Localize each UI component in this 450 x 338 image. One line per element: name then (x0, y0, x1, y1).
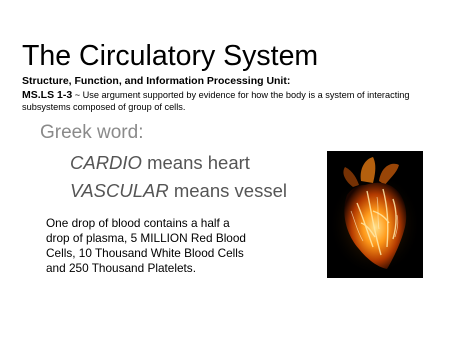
greek-word-heading: Greek word: (40, 122, 144, 143)
slide-title: The Circulatory System (22, 40, 319, 72)
unit-heading: Structure, Function, and Information Processing Unit: (22, 75, 291, 87)
standard-code: MS.LS 1-3 (22, 89, 73, 101)
glowing-heart-image (327, 151, 423, 278)
meaning-cardio (70, 152, 250, 174)
meaning-vascular (70, 180, 287, 202)
meaning-cardio-text: means heart (141, 152, 250, 173)
standard-text: ~ Use argument supported by evidence for how the body is a system of interacting subsystems composed of group of cells. (22, 90, 410, 112)
term-vascular: VASCULAR (70, 180, 169, 201)
standard-statement (22, 89, 417, 113)
blood-fact: One drop of blood contains a half a drop of plasma, 5 MILLION Red Blood Cells, 10 Thousand White Blood Cells and 250 Thousand Platelets. (46, 216, 246, 275)
meaning-vascular-text: means vessel (168, 180, 287, 201)
heart-illustration (327, 151, 423, 278)
term-cardio: CARDIO (70, 152, 142, 173)
